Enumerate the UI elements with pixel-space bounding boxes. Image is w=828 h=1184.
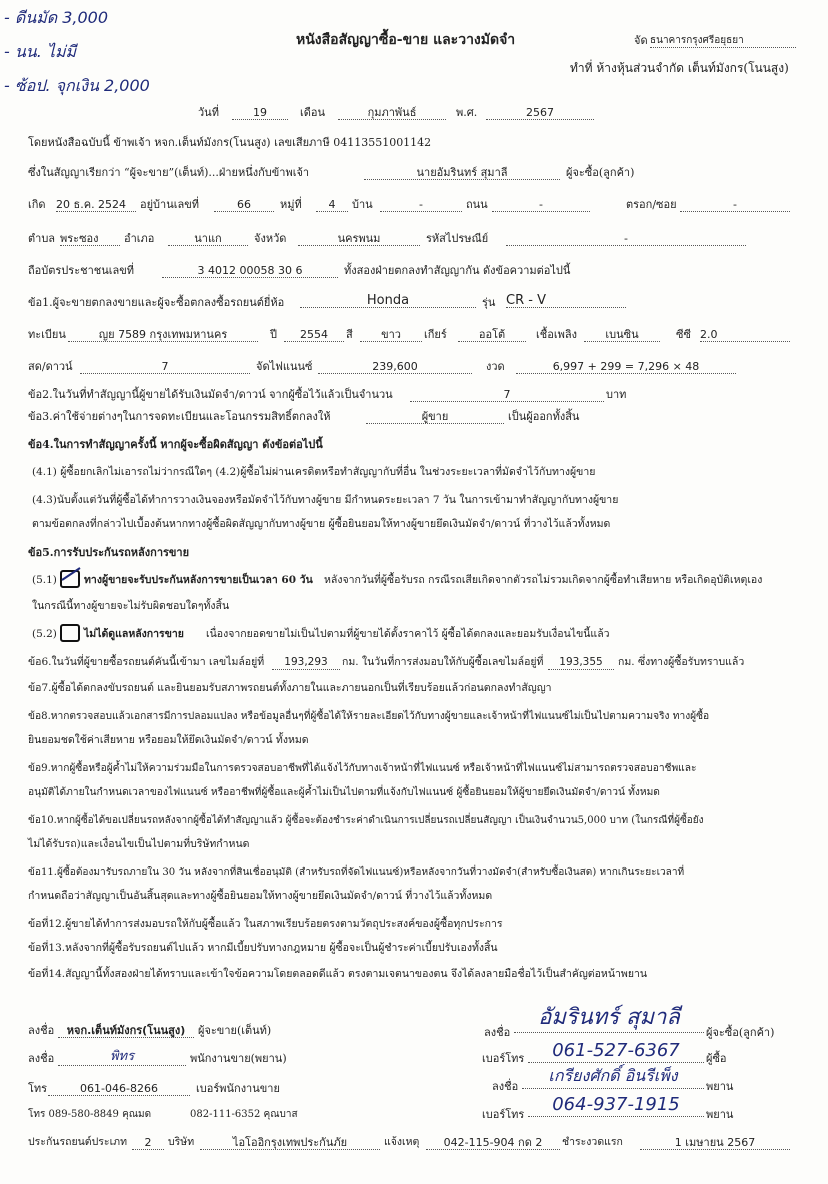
clause-8-b: ยินยอมชดใช้ค่าเสียหาย หรือยอมให้ยึดเงินมัดจำ/ดาวน์ ทั้งหมด [28, 734, 309, 746]
seller-signature: หจก.เต็นท์มังกร(โนนสูง) [58, 1024, 194, 1038]
cc-label: ซีซี [676, 328, 691, 341]
color-label: สี [346, 328, 353, 341]
fuel-label: เชื้อเพลิง [536, 328, 577, 341]
amphoe-value: นาแก [168, 232, 248, 246]
insurance-label: ประกันรถยนต์ประเภท [28, 1136, 128, 1148]
clause-11-a: ข้อ11.ผู้ซื้อต้องมารับรถภายใน 30 วัน หลังจากที่สินเชื่ออนุมัติ (สำหรับรถที่จัดไฟแนนซ์)หรือหลังจากวันที่วางมัดจำ(สำหรับซื้อเงินสด) หากเกินระยะเวลาที่ [28, 867, 685, 878]
tambon-value: พระซอง [60, 232, 120, 246]
amphoe-label: อำเภอ [124, 232, 155, 245]
clause-2-text: ข้อ2.ในวันที่ทำสัญญานี้ผู้ขายได้รับเงินมัดจำ/ดาวน์ จากผู้ซื้อไว้แล้วเป็นจำนวน [28, 388, 393, 401]
clause-4-1: (4.1) ผู้ซื้อยกเลิกไม่เอารถไม่ว่ากรณีใดๆ (4.2)ผู้ซื้อไม่ผ่านเครดิตหรือทำสัญญากับที่อื่น ในช่วงระยะเวลาที่มัดจำไว้กับทางผู้ขาย [32, 466, 596, 478]
witness-tel-label: เบอร์โทร [482, 1108, 525, 1121]
car-brand: Honda [300, 294, 476, 308]
clause-10-b: ไม่ได้รับรถ)และเงื่อนไขเป็นไปตามที่บริษัทกำหนด [28, 838, 250, 850]
house-value: 66 [214, 198, 274, 212]
handwritten-note-3: - ซ้อป. จุกเงิน 2,000 [4, 76, 150, 95]
car-cc: 2.0 [700, 328, 790, 342]
id-label: ถือบัตรประชาชนเลขที่ [28, 264, 134, 277]
zip-value: - [506, 232, 746, 246]
reg-label: ทะเบียน [28, 328, 66, 341]
witness-role: พยาน [706, 1080, 734, 1093]
clause-1-label: ข้อ1.ผู้จะขายตกลงขายและผู้จะซื้อตกลงซื้อรถยนต์ยี่ห้อ [28, 296, 285, 309]
clause-5-2-bold: ไม่ได้ดูแลหลังการขาย [84, 628, 184, 640]
clause-2-unit: บาท [606, 388, 627, 401]
clause-4-3-b: ตามข้อตกลงที่กล่าวไปเบื้องต้นหากทางผู้ซื้อผิดสัญญากับทางผู้ขาย ผู้ซื้อยินยอมให้ทางผู้ขายยึดเงินมัดจำ/ดาวน์ ที่วางไว้แล้วทั้งหมด [32, 518, 611, 530]
clause-6-a: ข้อ6.ในวันที่ผู้ขายซื้อรถยนต์คันนี้เข้ามา เลขไมล์อยู่ที่ [28, 656, 265, 668]
clause-4-heading: ข้อ4.ในการทำสัญญาครั้งนี้ หากผู้จะซื้อผิดสัญญา ดังข้อต่อไปนี้ [28, 438, 323, 451]
day-label: วันที่ [198, 106, 219, 119]
clause-9-b: อนุมัติได้ภายในกำหนดเวลาของไฟแนนซ์ หรืออาชีพที่ผู้ซื้อและผู้ค้ำไม่เป็นไปตามที่แจ้งกับไฟแนนซ์ ผู้ซื้อยินยอมให้ผู้ขายยึดเงินมัดจำ/ดาวน์ ทั้งหมด [28, 787, 660, 798]
moo-value: 4 [316, 198, 348, 212]
car-year-label: ปี [270, 328, 277, 341]
id-suffix: ทั้งสองฝ่ายตกลงทำสัญญากัน ดังข้อความต่อไปนี้ [344, 264, 571, 277]
clause-8-a: ข้อ8.หากตรวจสอบแล้วเอกสารมีการปลอมแปลง หรือข้อมูลอื่นๆที่ผู้ซื้อได้ให้รายละเอียดไว้กับทางผู้ขายและเจ้าหน้าที่ไฟแนนซ์ไม่เป็นไปตามความจริง ทางผู้ซื้อ [28, 711, 710, 722]
witness-sign-label: ลงชื่อ [492, 1080, 519, 1093]
buyer-role: ผู้จะซื้อ(ลูกค้า) [706, 1026, 775, 1039]
clause-10-a: ข้อ10.หากผู้ซื้อได้ขอเปลี่ยนรถหลังจากผู้ซื้อได้ทำสัญญาแล้ว ผู้ซื้อจะต้องชำระค่าดำเนินการเปลี่ยนรถเปลี่ยนสัญญา เป็นเงินจำนวน5,000 บาท (ในกรณีที่ผู้ซื้อยัง [28, 815, 704, 826]
install-label: งวด [486, 360, 505, 373]
other-phone-b: 082-111-6352 คุณบาส [190, 1109, 298, 1120]
road-label: ถนน [466, 198, 488, 211]
buyer-tel-label: เบอร์โทร [482, 1052, 525, 1065]
car-install: 6,997 + 299 = 7,296 × 48 [516, 360, 736, 374]
month-label: เดือน [300, 106, 326, 119]
notify-label: แจ้งเหตุ [384, 1136, 420, 1148]
seller-role: ผู้จะขาย(เต็นท์) [198, 1024, 272, 1037]
staff-phone-label: โทร [28, 1082, 48, 1095]
buyer-suffix: ผู้จะซื้อ(ลูกค้า) [566, 166, 635, 179]
seller-line: โดยหนังสือฉบับนี้ ข้าพเจ้า หจก.เต็นท์มังกร(โนนสูง) เลขเสียภาษี 04113551001142 [28, 136, 432, 149]
place-line: ทำที่ ห้างหุ้นส่วนจำกัด เต็นท์มังกร(โนนสูง) [570, 61, 789, 75]
car-model: CR - V [506, 294, 626, 308]
tambon-label: ตำบล [28, 232, 56, 245]
born-value: 20 ธ.ค. 2524 [56, 198, 136, 212]
finance-label: จัดไฟแนนซ์ [256, 360, 313, 373]
buyer-signature: อัมรินทร์ สุมาลี [514, 1004, 704, 1033]
year-value: 2567 [486, 106, 594, 120]
clause-6-b: กม. ในวันที่การส่งมอบให้กับผู้ซื้อเลขไมล์อยู่ที่ [342, 656, 544, 668]
down-label: สด/ดาวน์ [28, 360, 73, 373]
staff-signature: พิทร [58, 1048, 186, 1066]
clause-5-1-b: ในกรณีนี้ทางผู้ขายจะไม่รับผิดชอบใดๆทั้งสิ้น [32, 600, 230, 612]
insurance-company-label: บริษัท [168, 1136, 195, 1148]
village-value: - [380, 198, 462, 212]
model-label: รุ่น [482, 296, 496, 309]
staff-phone: 061-046-8266 [48, 1082, 190, 1096]
to-value: ธนาคารกรุงศรีอยุธยา [650, 34, 796, 48]
clause-3-suffix: เป็นผู้ออกทั้งสิ้น [508, 410, 580, 423]
mileage-out: 193,355 [548, 656, 614, 670]
clause-7: ข้อ7.ผู้ซื้อได้ตกลงขับรถยนต์ และยินยอมรับสภาพรถยนต์ทั้งภายในและภายนอกเป็นที่เรียบร้อยแล้วก่อนตกลงทำสัญญา [28, 682, 552, 694]
year-label: พ.ศ. [456, 106, 478, 119]
staff-sign-label: ลงชื่อ [28, 1052, 55, 1065]
handwritten-note-2: - นน. ไม่มี [4, 42, 77, 61]
car-down: 7 [80, 360, 250, 374]
car-finance: 239,600 [318, 360, 472, 374]
id-value: 3 4012 00058 30 6 [162, 264, 338, 278]
clause-11-b: กำหนดถือว่าสัญญาเป็นอันสิ้นสุดและทางผู้ซื้อยินยอมให้ทางผู้ขายยึดเงินมัดจำ/ดาวน์ ที่วางไว้แล้วทั้งหมด [28, 890, 493, 902]
no-warranty-checkbox[interactable] [60, 624, 80, 642]
gear-label: เกียร์ [424, 328, 447, 341]
clause-13: ข้อที่13.หลังจากที่ผู้ซื้อรับรถยนต์ไปแล้ว หากมีเบี้ยปรับทางกฎหมาย ผู้ซื้อจะเป็นผู้ชำระค่าเบี้ยปรับเองทั้งสิ้น [28, 942, 498, 954]
witness-tel: 064-937-1915 [528, 1094, 704, 1117]
staff-role: พนักงานขาย(พยาน) [190, 1052, 287, 1065]
other-phone-a: โทร 089-580-8849 คุณมด [28, 1109, 152, 1120]
car-color: ขาว [360, 328, 422, 342]
first-payment-label: ชำระงวดแรก [562, 1136, 623, 1148]
house-label: อยู่บ้านเลขที่ [140, 198, 200, 211]
car-year: 2554 [284, 328, 344, 342]
month-value: กุมภาพันธ์ [338, 106, 446, 120]
witness-tel-role: พยาน [706, 1108, 734, 1121]
clause-9-a: ข้อ9.หากผู้ซื้อหรือผู้ค้ำไม่ให้ความร่วมมือในการตรวจสอบอาชีพที่ได้แจ้งไว้กับทางเจ้าหน้าที่ไฟแนนซ์ หรือเจ้าหน้าที่ไฟแนนซ์ไม่สามารถตรวจสอบอาชีพและ [28, 763, 697, 774]
warranty-checkbox[interactable] [60, 570, 80, 588]
checkmark-icon [60, 566, 82, 584]
clause-3-value: ผู้ขาย [366, 410, 504, 424]
clause-5-heading: ข้อ5.การรับประกันรถหลังการขาย [28, 546, 190, 559]
clause-3-text: ข้อ3.ค่าใช้จ่ายต่างๆในการจดทะเบียนและโอนกรรมสิทธิ์ตกลงให้ [28, 410, 331, 423]
soi-value: - [680, 198, 790, 212]
soi-label: ตรอก/ซอย [626, 198, 677, 211]
clause-14: ข้อที่14.สัญญานี้ทั้งสองฝ่ายได้ทราบและเข้าใจข้อความโดยตลอดดีแล้ว ตรงตามเจตนาของตน จึงได้ลงลายมือชื่อไว้เป็นสำคัญต่อหน้าพยาน [28, 968, 648, 980]
handwritten-note-1: - ดีนมัด 3,000 [4, 8, 109, 27]
buyer-name: นายอัมรินทร์ สุมาลี [364, 166, 560, 180]
clause-5-1-number: (5.1) [32, 574, 57, 586]
mileage-in: 193,293 [272, 656, 340, 670]
insurance-company: ไอโออิกรุงเทพประกันภัย [200, 1136, 380, 1150]
clause-6-c: กม. ซึ่งทางผู้ซื้อรับทราบแล้ว [618, 656, 745, 668]
clause-4-3-a: (4.3)นับตั้งแต่วันที่ผู้ซื้อได้ทำการวางเงินจองหรือมัดจำไว้กับทางผู้ขาย มีกำหนดระยะเวลา 7 วัน ในการเข้ามาทำสัญญากับทางผู้ขาย [32, 494, 619, 506]
province-label: จังหวัด [254, 232, 287, 245]
clause-5-2-number: (5.2) [32, 628, 57, 640]
province-value: นครพนม [298, 232, 420, 246]
to-label: จัด [634, 34, 648, 47]
clause-12: ข้อที่12.ผู้ขายได้ทำการส่งมอบรถให้กับผู้ซื้อแล้ว ในสภาพเรียบร้อยตรงตามวัตถุประสงค์ของผู้ซื้อทุกประการ [28, 918, 503, 930]
zip-label: รหัสไปรษณีย์ [426, 232, 489, 245]
insurance-type: 2 [132, 1136, 164, 1150]
born-label: เกิด [28, 198, 46, 211]
buyer-prefix: ซึ่งในสัญญาเรียกว่า “ผู้จะขาย”(เต็นท์)...ฝ่ายหนึ่งกับข้าพเจ้า [28, 166, 310, 179]
car-fuel: เบนซิน [584, 328, 660, 342]
staff-phone-role: เบอร์พนักงานขาย [196, 1082, 280, 1095]
seller-sign-label: ลงชื่อ [28, 1024, 55, 1037]
clause-5-2-rest: เนื่องจากยอดขายไม่เป็นไปตามที่ผู้ขายได้ตั้งราคาไว้ ผู้ซื้อได้ตกลงและยอมรับเงื่อนไขนี้แล้ว [206, 628, 610, 640]
clause-5-1-bold: ทางผู้ขายจะรับประกันหลังการขายเป็นเวลา 60 วัน [84, 574, 313, 586]
first-payment-date: 1 เมษายน 2567 [640, 1136, 790, 1150]
road-value: - [492, 198, 590, 212]
notify-phone: 042-115-904 กด 2 [426, 1136, 560, 1150]
document-title: หนังสือสัญญาซื้อ-ขาย และวางมัดจำ [296, 32, 516, 48]
car-reg: ญย 7589 กรุงเทพมหานคร [68, 328, 258, 342]
clause-2-value: 7 [410, 388, 604, 402]
buyer-tel: 061-527-6367 [528, 1040, 704, 1063]
buyer-sign-label: ลงชื่อ [484, 1026, 511, 1039]
witness-signature: เกรียงศักดิ์ อินรีเพ็ง [522, 1064, 704, 1089]
day-value: 19 [232, 106, 288, 120]
moo-label: หมู่ที่ [280, 198, 302, 211]
buyer-tel-role: ผู้ซื้อ [706, 1052, 727, 1065]
clause-5-1-rest: หลังจากวันที่ผู้ซื้อรับรถ กรณีรถเสียเกิดจากตัวรถไม่รวมเกิดจากผู้ซื้อทำเสียหาย หรือเกิดอุบัติเหตุเอง [324, 574, 763, 586]
village-label: บ้าน [352, 198, 373, 211]
car-gear: ออโต้ [458, 328, 526, 342]
